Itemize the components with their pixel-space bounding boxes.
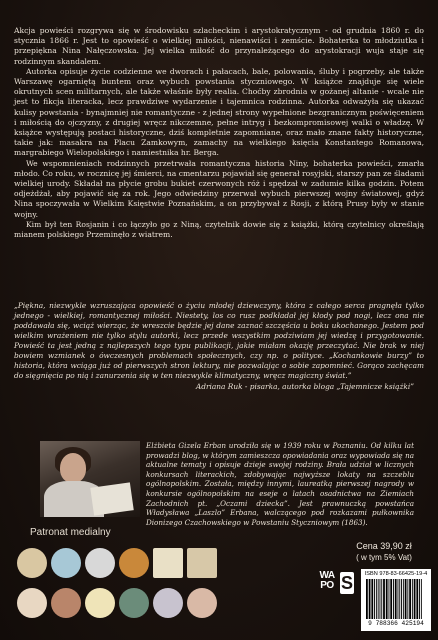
patronat-label: Patronat medialny — [30, 527, 111, 538]
barcode-bar — [380, 579, 381, 619]
author-face — [60, 453, 86, 483]
blurb — [14, 26, 424, 240]
logo-8 — [51, 588, 81, 618]
barcode-bar — [389, 579, 390, 619]
logo-3 — [85, 548, 115, 578]
author-bio-text: Elżbieta Gizela Erban urodziła się w 1939 roku w Poznaniu. Od kilku lat prowadzi blog, w którym zamieszcza opowiadania oraz wypowiada się na aktualne tematy i opisuje dzieje swojej rodziny. Brała udział w licznych konkursach literackich, zdobywając najwyższe lokaty na szczeblu ogólnopolskim. Została, między innymi, laureatką pierwszej nagrody w konkursie ogólnopolskim na eseje o latach osadnictwa na Ziemiach Zachodnich pt. „Oczami dziecka”. Jest prawnuczką powstańca Władysława „Laszlo” Erbana, walczącego pod rozkazami pułkownika Dionizego Czachowskiego w Powstaniu Styczniowym (1863). — [146, 441, 414, 527]
review-quote — [14, 301, 424, 392]
barcode-bar — [407, 579, 408, 619]
logo-1 — [17, 548, 47, 578]
barcode-bar — [381, 579, 382, 619]
barcode-bar — [421, 579, 422, 619]
author-book — [90, 482, 134, 515]
logo-4 — [119, 548, 149, 578]
barcode-bar — [403, 579, 404, 619]
logo-12 — [187, 588, 217, 618]
publisher-name-part: PO — [320, 580, 334, 591]
barcode-bar — [398, 579, 399, 619]
price-vat: ( w tym 5% Vat) — [356, 553, 412, 562]
author-photo — [40, 441, 140, 517]
barcode-bar — [395, 579, 397, 619]
barcode-bar — [412, 579, 413, 619]
barcode-bar — [378, 579, 379, 619]
isbn-text: ISBN 978-83-66425-19-4 — [364, 571, 428, 577]
ean-text: 9 788366 425194 — [368, 620, 424, 627]
barcode-bar — [383, 579, 385, 619]
logo-5 — [153, 548, 183, 578]
barcode-bar — [390, 579, 392, 619]
barcode-bar — [386, 579, 388, 619]
barcode-bar — [416, 579, 418, 619]
barcode-bars — [365, 579, 427, 619]
publisher-logo — [313, 571, 341, 611]
media-patron-logos — [16, 544, 216, 624]
barcode-bar — [399, 579, 400, 619]
logo-6 — [187, 548, 217, 578]
logo-2 — [51, 548, 81, 578]
barcode-bar — [405, 579, 407, 619]
blurb-paragraph: Autorka opisuje życie codzienne we dworach i pałacach, bale, polowania, śluby i pogrzeby, ale także Warszawę ogarniętą buntem oraz wybuch powstania styczniowego. W książce znajduje się wiele okrutnych scen militarnych, ale także właśnie były realia. Choćby zbrodnia w gożanej altanie - wcale nie jest to fikcja literacka, lecz prawdziwe wydarzenie i tajemnica rodzinna. Autorka odważyła się ukazać kulisy powstania - bynajmniej nie romantyczne - z jednej strony wypełnione bezgranicznym poświęceniem i miłością do ojczyzny, z drugiej wręcz nikczemne, pełne intryg i bezkompromisowej walki o władzę. W książce występują postaci historyczne, dziś kompletnie zapomniane, oraz mało znane fakty historyczne, takie jak: masakra na Placu Zamkowym, zamachy na wielkiego księcia Konstantego Romanowa, margrabiego Wielopolskiego i namiestnika hr. Berga. — [14, 66, 424, 158]
barcode-bar — [419, 579, 420, 619]
barcode-bar — [376, 579, 377, 619]
barcode-bar — [401, 579, 402, 619]
price-block — [338, 541, 430, 563]
price-value: Cena 39,90 zł — [356, 541, 412, 551]
logo-11 — [153, 588, 183, 618]
barcode-bar — [409, 579, 411, 619]
barcode-bar — [366, 579, 368, 619]
barcode-bar — [414, 579, 416, 619]
barcode-bar — [371, 579, 373, 619]
logo-10 — [119, 588, 149, 618]
barcode-bar — [393, 579, 394, 619]
barcode-bar — [374, 579, 375, 619]
publisher-name — [319, 571, 334, 591]
logo-7 — [17, 588, 47, 618]
barcode-bar — [369, 579, 371, 619]
blurb-paragraph: We wspomnieniach rodzinnych przetrwała romantyczna historia Niny, bohaterka powieści, zmarła młodo. Co roku, w rocznicę jej śmierci, na cmentarzu pojawiał się generał rosyjski, starszy pan ze śladami wielkiej urody. Składał na płycie grobu bukiet czerwonych róż i spędzał w zadumie kilka godzin. Potem odjeżdżał, aby pojawić się za rok. Jego odwiedziny przerwał wybuch pierwszej wojny światowej, gdyż Nina spoczywała w Wielkim Księstwie Poznańskim, a on przybywał z Rosji, z którą Prusy były w stanie wojny. — [14, 158, 424, 219]
blurb-paragraph: Akcja powieści rozgrywa się w środowisku szlacheckim i arystokratycznym - od grudnia 1860 r. do stycznia 1866 r. Jest to opowieść o wielkiej miłości, nienawiści i zemście. Bohaterka to młodziutka i przepiękna Nina Nałęczowska. Jej wielka miłość do przynależącego do arystokracji wuja staje się rodzinnym skandalem. — [14, 26, 424, 66]
author-bio — [146, 441, 414, 527]
series-logo: S — [340, 573, 353, 593]
review-attribution: Adriana Ruk - pisarka, autorka bloga „Tajemnicze książki” — [195, 382, 414, 391]
logo-9 — [85, 588, 115, 618]
barcode — [361, 569, 431, 631]
publisher-name-part: WA — [319, 570, 335, 581]
review-text: „Piękna, niezwykle wzruszająca opowieść o życiu młodej dziewczyny, która z całego serca pragnęła tylko jednego - wielkiej, romantycznej miłości. Niestety, los co rusz podkładał jej kłody pod nogi, lecz ona nie poddawała się, wciąż wierząc, że wreszcie będzie jej dane zaznać szczęścia u boku ukochanego. Jestem pod wielkim wrażeniem nie tylko stylu autorki, lecz przede wszystkim podziwiam jej wiedzę i przygotowanie. Powieść ta jest jedną z najlepszych tego typu publikacji, jakie miałam okazję przeczytać. Nie brak w niej bowiem wzmianek o ówczesnych problemach społecznych, czy np. o polityce. „Kochankowie burzy” to historia, która wciąga już od pierwszych stron lektury, nie pozwalając o sobie zapomnieć. Gorąco zachęcam do sięgnięcia po nią i zanurzenia się w ten niezwykle klimatyczny, wręcz magiczny świat.” — [14, 301, 424, 380]
blurb-paragraph: Kim był ten Rosjanin i co łączyło go z Niną, czytelnik dowie się z książki, którą czytelnicy określają mianem polskiego Przeminęło z wiatrem. — [14, 219, 424, 240]
